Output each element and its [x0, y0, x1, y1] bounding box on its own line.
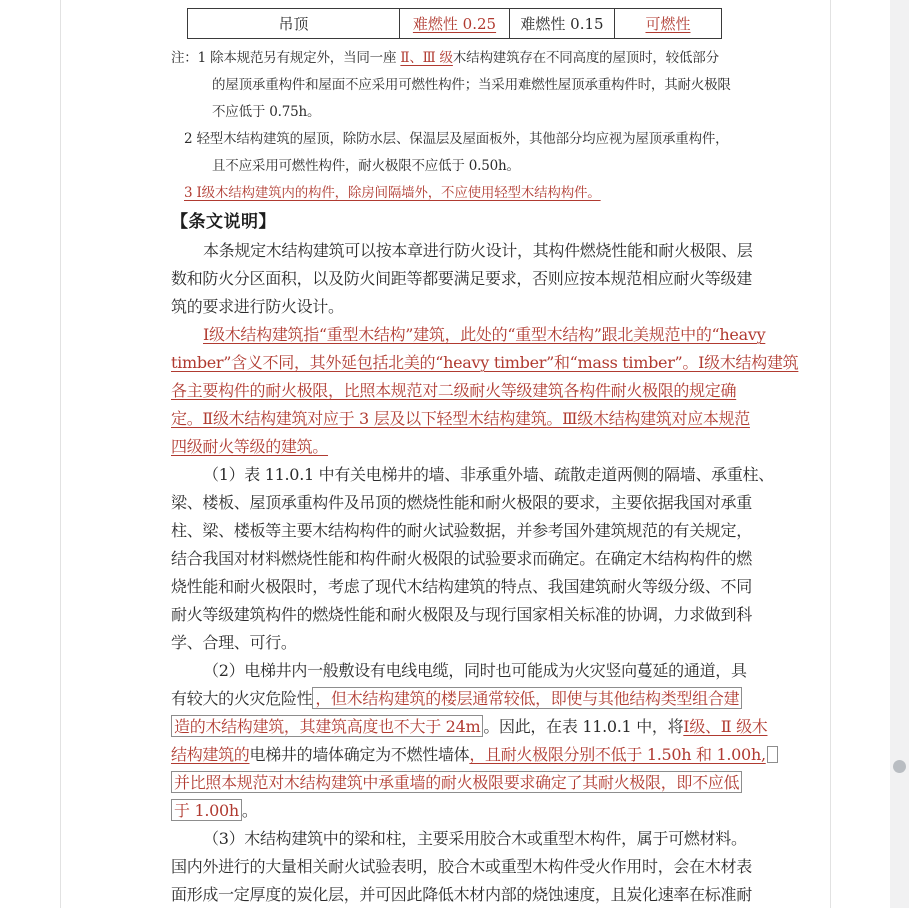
- text-line: [171, 657, 771, 685]
- clause-explanation-heading: [171, 207, 771, 237]
- heading-text: 【条文说明】: [171, 212, 276, 232]
- revision-underline-segment: 四级耐火等级的建筑。: [171, 437, 329, 456]
- table-cell-rating-2: [510, 9, 615, 39]
- paragraph-item-1: [171, 461, 774, 657]
- text-line: [171, 461, 774, 489]
- text-line: [171, 293, 771, 321]
- text-segment: （3）木结构建筑中的梁和柱，主要采用胶合木或重型木构件，属于可燃材料。: [203, 829, 747, 848]
- text-segment: 的屋顶承重构件和屋面不应采用可燃性构件；当采用难燃性屋顶承重构件时，其耐火极限: [212, 77, 731, 93]
- revision-boxed-segment: 造的木结构建筑，其建筑高度也不大于 24m: [171, 715, 483, 737]
- cell-text: 吊顶: [278, 15, 309, 33]
- note-3-revision: [171, 180, 771, 207]
- text-line: [171, 207, 771, 237]
- table-row: [188, 9, 722, 39]
- revision-boxed-segment: 于 1.00h: [171, 799, 242, 821]
- revision-boxed-segment: ，但木结构建筑的楼层通常较低，即使与其他结构类型组合建: [312, 687, 742, 709]
- text-line: [171, 349, 799, 377]
- revision-underline-segment: 结构建筑的: [171, 745, 250, 764]
- text-segment: 耐火等级建筑构件的燃烧性能和耐火极限及与现行国家相关标准的协调，力求做到科: [171, 605, 752, 624]
- revision-underline-segment: 各主要构件的耐火极限，比照本规范对二级耐火等级建筑各构件耐火极限的规定确: [171, 381, 737, 400]
- paragraph-revision-grades: [171, 321, 799, 461]
- revision-boxed-segment: 并比照本规范对木结构建筑中承重墙的耐火极限要求确定了其耐火极限，即不应低: [171, 771, 742, 793]
- note-1: [171, 45, 771, 126]
- text-line: [171, 99, 771, 126]
- scrollbar-track[interactable]: [890, 0, 909, 908]
- document-page: [60, 0, 831, 908]
- revision-underline-segment: 3 I级木结构建筑内的构件，除房间隔墙外，不应使用轻型木结构构件。: [184, 185, 601, 201]
- text-segment: 结合我国对材料燃烧性能和构件耐火极限的试验要求而确定。在确定木结构构件的燃: [171, 549, 752, 568]
- text-line: [171, 545, 771, 573]
- revision-underline-segment: ，且耐火极限分别不低于 1.50h 和 1.00h,: [469, 745, 766, 764]
- text-line: [171, 405, 771, 433]
- text-line: [171, 797, 771, 825]
- text-segment: 。因此，在表 11.0.1 中，将: [483, 717, 684, 736]
- table-cell-component: [188, 9, 400, 39]
- text-segment: 数和防火分区面积，以及防火间距等都要满足要求，否则应按本规范相应耐火等级建: [171, 269, 752, 288]
- revision-underline-segment: I级木结构建筑指“重型木结构”建筑，此处的“重型木结构”跟北美规范中的“heavy: [203, 325, 766, 344]
- text-line: [171, 126, 771, 153]
- text-segment: 国内外进行的大量相关耐火试验表明，胶合木或重型木构件受火作用时，会在木材表: [171, 857, 752, 876]
- text-line: [171, 825, 771, 853]
- text-segment: 柱、梁、楼板等主要木结构构件的耐火试验数据，并参考国外建筑规范的有关规定，: [171, 521, 752, 540]
- table-cell-rating-1: [400, 9, 510, 39]
- text-segment: 。: [241, 801, 258, 820]
- scrollbar-thumb[interactable]: [893, 760, 906, 773]
- text-segment: 且不应采用可燃性构件，耐火极限不应低于 0.50h。: [212, 158, 520, 174]
- text-segment: 本条规定木结构建筑可以按本章进行防火设计，其构件燃烧性能和耐火极限、层: [203, 241, 753, 260]
- text-line: [171, 601, 771, 629]
- paragraph-intro: [171, 237, 771, 321]
- text-line: [171, 629, 771, 657]
- fire-resistance-table-row: [187, 8, 722, 39]
- text-line: [171, 517, 771, 545]
- note-2: [171, 126, 771, 180]
- revision-underline-segment: Ⅱ、Ⅲ 级: [400, 50, 453, 66]
- text-segment: 有较大的火灾危险性: [171, 689, 313, 708]
- text-segment: 不应低于 0.75h。: [212, 104, 321, 120]
- revision-underline-segment: timber”含义不同，其外延包括北美的“heavy timber”和“mass timber”。I级木结构建筑: [171, 353, 799, 372]
- document-content: [171, 0, 799, 909]
- text-segment: 学、合理、可行。: [171, 633, 297, 652]
- cell-text-revision: 难燃性 0.25: [412, 15, 497, 33]
- text-line: [171, 489, 771, 517]
- text-line: [171, 265, 771, 293]
- text-line: [171, 685, 771, 713]
- text-line: [171, 741, 771, 769]
- text-line: [171, 321, 771, 349]
- paragraph-item-2: [171, 657, 771, 825]
- text-line: [171, 881, 771, 909]
- revision-underline-segment: 定。Ⅱ级木结构建筑对应于 3 层及以下轻型木结构建筑。Ⅲ级木结构建筑对应本规范: [171, 409, 750, 428]
- text-line: [171, 713, 771, 741]
- text-segment: 木结构建筑存在不同高度的屋顶时，较低部分: [452, 50, 719, 66]
- text-segment: （2）电梯井内一般敷设有电线电缆，同时也可能成为火灾竖向蔓延的通道，具: [203, 661, 747, 680]
- text-line: [171, 853, 771, 881]
- cell-text: 难燃性 0.15: [520, 15, 604, 33]
- text-segment: （1）表 11.0.1 中有关电梯井的墙、非承重外墙、疏散走道两侧的隔墙、承重柱、: [203, 465, 774, 484]
- revision-underline-segment: I级、Ⅱ 级木: [683, 717, 768, 736]
- text-segment: 注：1 除本规范另有规定外，当同一座: [171, 50, 401, 66]
- text-line: [171, 72, 771, 99]
- text-line: [171, 433, 771, 461]
- text-segment: 筑的要求进行防火设计。: [171, 297, 344, 316]
- text-line: [171, 237, 771, 265]
- paragraph-item-3: [171, 825, 771, 909]
- text-line: [171, 769, 771, 797]
- text-line: [171, 45, 771, 72]
- text-segment: 面形成一定厚度的炭化层，并可因此降低木材内部的烧蚀速度，且炭化速率在标准耐: [171, 885, 752, 904]
- text-segment: 2 轻型木结构建筑的屋顶，除防水层、保温层及屋面板外，其他部分均应视为屋顶承重构件，: [184, 131, 729, 147]
- text-segment: 电梯井的墙体确定为不燃性墙体: [249, 745, 470, 764]
- table-cell-rating-3: [615, 9, 722, 39]
- text-segment: 烧性能和耐火极限时，考虑了现代木结构建筑的特点、我国建筑耐火等级分级、不同: [171, 577, 752, 596]
- text-line: [171, 153, 771, 180]
- text-segment: 梁、楼板、屋顶承重构件及吊顶的燃烧性能和耐火极限的要求，主要依据我国对承重: [171, 493, 752, 512]
- cell-text-revision: 可燃性: [645, 15, 691, 33]
- text-line: [171, 573, 771, 601]
- text-line: [171, 377, 771, 405]
- text-line: [171, 180, 771, 207]
- document-blocks: [171, 45, 799, 909]
- revision-boxed-segment: [767, 746, 778, 763]
